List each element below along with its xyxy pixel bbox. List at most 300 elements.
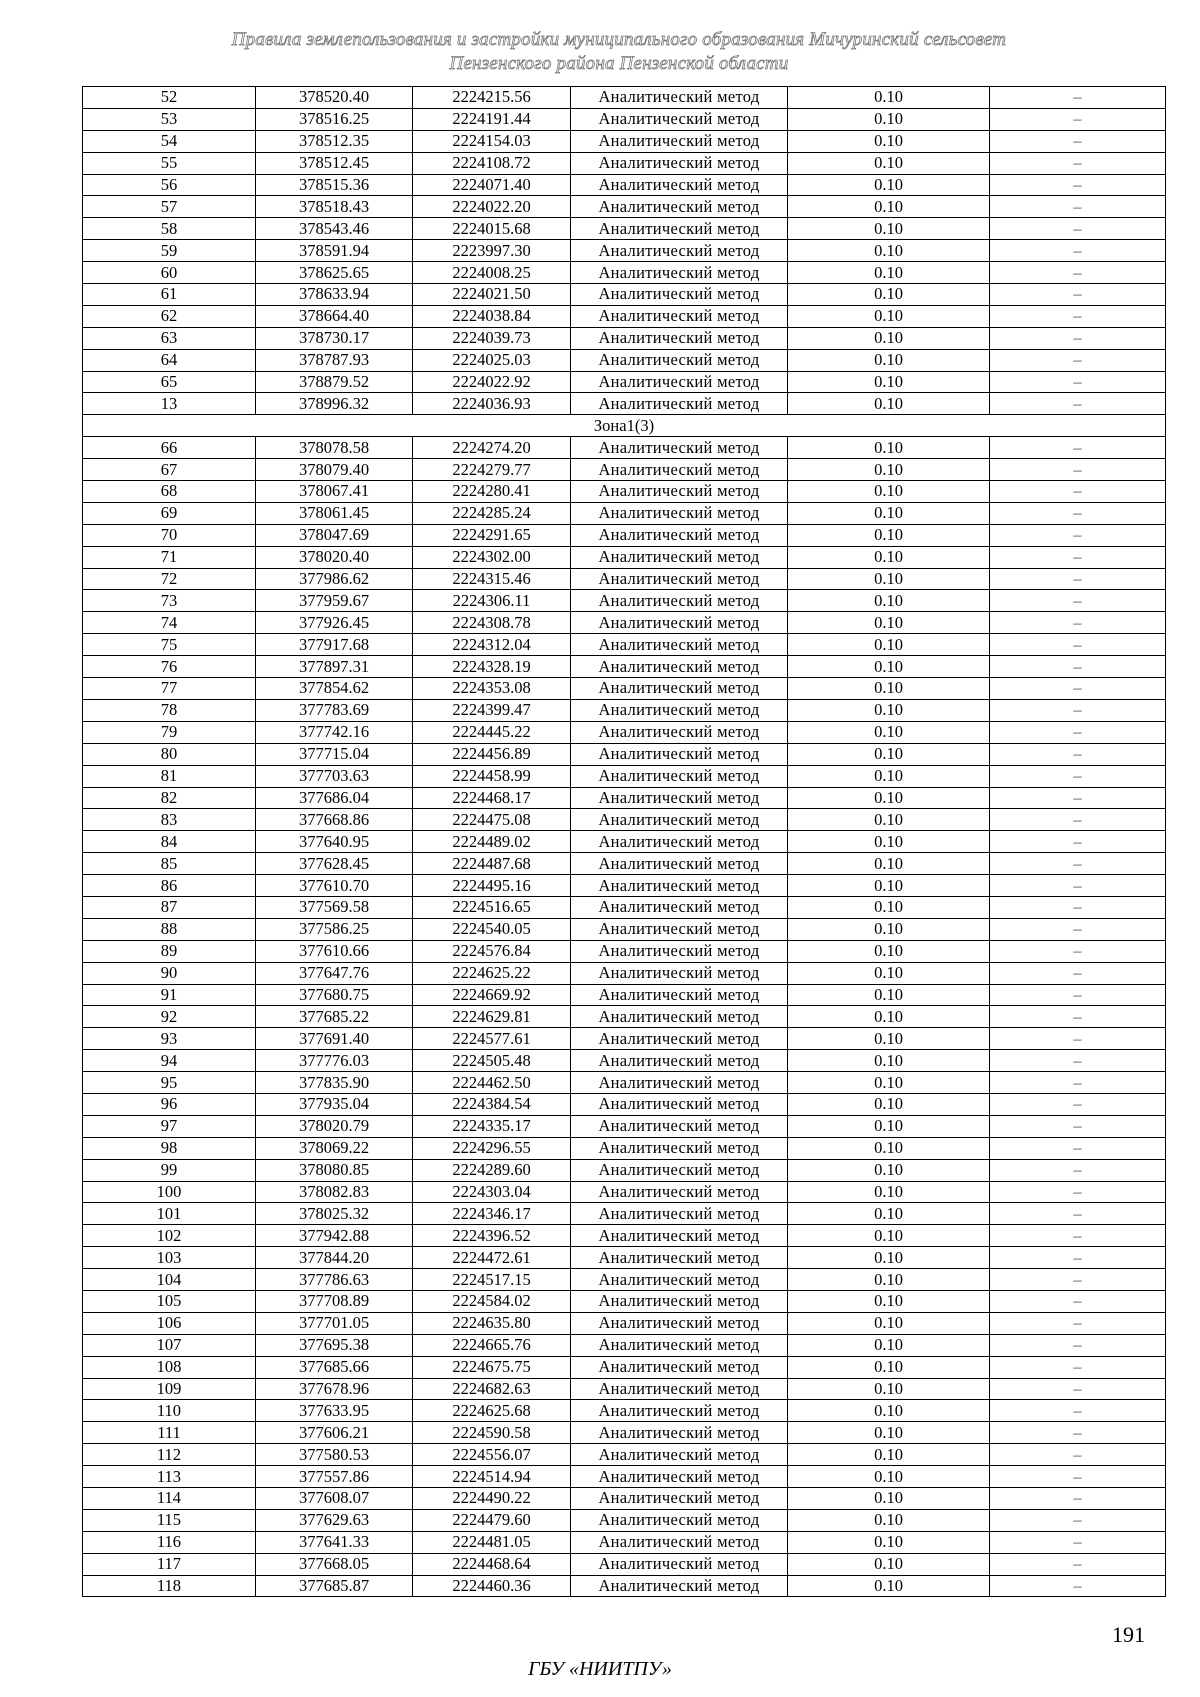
table-row [83,1028,1166,1050]
y-coordinate-cell: 2224576.84 [413,940,571,962]
table-row [83,284,1166,306]
table-row [83,1050,1166,1072]
method-cell: Аналитический метод [571,656,788,678]
table-row [83,130,1166,152]
y-coordinate-cell: 2224302.00 [413,546,571,568]
table-row [83,1115,1166,1137]
note-cell: – [990,1400,1166,1422]
method-cell: Аналитический метод [571,787,788,809]
note-cell: – [990,284,1166,306]
y-coordinate-cell: 2224682.63 [413,1378,571,1400]
table-row [83,393,1166,415]
method-cell: Аналитический метод [571,1334,788,1356]
accuracy-cell: 0.10 [788,437,990,459]
point-number-cell: 86 [83,875,256,897]
table-row [83,196,1166,218]
method-cell: Аналитический метод [571,1290,788,1312]
method-cell: Аналитический метод [571,305,788,327]
table-row [83,699,1166,721]
method-cell: Аналитический метод [571,809,788,831]
point-number-cell: 72 [83,568,256,590]
x-coordinate-cell: 378082.83 [256,1181,413,1203]
note-cell: – [990,546,1166,568]
accuracy-cell: 0.10 [788,196,990,218]
note-cell: – [990,437,1166,459]
y-coordinate-cell: 2224021.50 [413,284,571,306]
x-coordinate-cell: 378730.17 [256,327,413,349]
x-coordinate-cell: 378080.85 [256,1159,413,1181]
y-coordinate-cell: 2224154.03 [413,130,571,152]
table-row [83,1225,1166,1247]
accuracy-cell: 0.10 [788,1028,990,1050]
note-cell: – [990,349,1166,371]
y-coordinate-cell: 2224303.04 [413,1181,571,1203]
y-coordinate-cell: 2224022.20 [413,196,571,218]
accuracy-cell: 0.10 [788,371,990,393]
section-row [83,415,1166,437]
y-coordinate-cell: 2224274.20 [413,437,571,459]
method-cell: Аналитический метод [571,1553,788,1575]
y-coordinate-cell: 2224022.92 [413,371,571,393]
accuracy-cell: 0.10 [788,1422,990,1444]
table-row [83,612,1166,634]
table-row [83,875,1166,897]
y-coordinate-cell: 2224289.60 [413,1159,571,1181]
accuracy-cell: 0.10 [788,1225,990,1247]
x-coordinate-cell: 377686.04 [256,787,413,809]
x-coordinate-cell: 377678.96 [256,1378,413,1400]
table-row [83,831,1166,853]
x-coordinate-cell: 378079.40 [256,459,413,481]
point-number-cell: 95 [83,1072,256,1094]
y-coordinate-cell: 2224625.68 [413,1400,571,1422]
point-number-cell: 107 [83,1334,256,1356]
accuracy-cell: 0.10 [788,1269,990,1291]
table-row [83,1334,1166,1356]
header-line-1: Правила землепользования и застройки муниципального образования Мичуринский сельсовет [231,29,1007,50]
point-number-cell: 69 [83,502,256,524]
point-number-cell: 89 [83,940,256,962]
method-cell: Аналитический метод [571,437,788,459]
accuracy-cell: 0.10 [788,1137,990,1159]
method-cell: Аналитический метод [571,962,788,984]
table-row [83,218,1166,240]
x-coordinate-cell: 378543.46 [256,218,413,240]
note-cell: – [990,524,1166,546]
accuracy-cell: 0.10 [788,1312,990,1334]
x-coordinate-cell: 377776.03 [256,1050,413,1072]
note-cell: – [990,1006,1166,1028]
note-cell: – [990,1334,1166,1356]
y-coordinate-cell: 2224675.75 [413,1356,571,1378]
y-coordinate-cell: 2224490.22 [413,1488,571,1510]
point-number-cell: 81 [83,765,256,787]
table-row [83,809,1166,831]
accuracy-cell: 0.10 [788,1247,990,1269]
accuracy-cell: 0.10 [788,743,990,765]
note-cell: – [990,1575,1166,1597]
table-row [83,1378,1166,1400]
x-coordinate-cell: 378664.40 [256,305,413,327]
accuracy-cell: 0.10 [788,1466,990,1488]
note-cell: – [990,87,1166,109]
accuracy-cell: 0.10 [788,1356,990,1378]
x-coordinate-cell: 377854.62 [256,678,413,700]
accuracy-cell: 0.10 [788,678,990,700]
x-coordinate-cell: 377685.87 [256,1575,413,1597]
method-cell: Аналитический метод [571,196,788,218]
table-row [83,1269,1166,1291]
table-row [83,590,1166,612]
table-row [83,678,1166,700]
method-cell: Аналитический метод [571,349,788,371]
table-row [83,1006,1166,1028]
method-cell: Аналитический метод [571,1422,788,1444]
accuracy-cell: 0.10 [788,327,990,349]
x-coordinate-cell: 378020.79 [256,1115,413,1137]
x-coordinate-cell: 377703.63 [256,765,413,787]
point-number-cell: 73 [83,590,256,612]
table-row [83,962,1166,984]
note-cell: – [990,1356,1166,1378]
method-cell: Аналитический метод [571,940,788,962]
y-coordinate-cell: 2224514.94 [413,1466,571,1488]
method-cell: Аналитический метод [571,896,788,918]
accuracy-cell: 0.10 [788,634,990,656]
accuracy-cell: 0.10 [788,1072,990,1094]
point-number-cell: 55 [83,152,256,174]
note-cell: – [990,1269,1166,1291]
x-coordinate-cell: 378047.69 [256,524,413,546]
table-row [83,634,1166,656]
x-coordinate-cell: 377610.70 [256,875,413,897]
point-number-cell: 109 [83,1378,256,1400]
accuracy-cell: 0.10 [788,393,990,415]
table-row [83,1356,1166,1378]
x-coordinate-cell: 377628.45 [256,853,413,875]
point-number-cell: 64 [83,349,256,371]
note-cell: – [990,1312,1166,1334]
note-cell: – [990,218,1166,240]
header-line-2: Пензенского района Пензенской области [449,53,789,74]
method-cell: Аналитический метод [571,634,788,656]
table-row [83,787,1166,809]
y-coordinate-cell: 2224291.65 [413,524,571,546]
point-number-cell: 53 [83,108,256,130]
method-cell: Аналитический метод [571,174,788,196]
note-cell: – [990,371,1166,393]
point-number-cell: 75 [83,634,256,656]
note-cell: – [990,1072,1166,1094]
accuracy-cell: 0.10 [788,1509,990,1531]
accuracy-cell: 0.10 [788,1488,990,1510]
accuracy-cell: 0.10 [788,1531,990,1553]
point-number-cell: 101 [83,1203,256,1225]
note-cell: – [990,1531,1166,1553]
method-cell: Аналитический метод [571,1269,788,1291]
x-coordinate-cell: 377641.33 [256,1531,413,1553]
note-cell: – [990,196,1166,218]
table-row [83,656,1166,678]
method-cell: Аналитический метод [571,1093,788,1115]
method-cell: Аналитический метод [571,524,788,546]
table-row [83,1531,1166,1553]
method-cell: Аналитический метод [571,1575,788,1597]
method-cell: Аналитический метод [571,152,788,174]
y-coordinate-cell: 2224036.93 [413,393,571,415]
method-cell: Аналитический метод [571,1006,788,1028]
table-row [83,940,1166,962]
point-number-cell: 103 [83,1247,256,1269]
point-number-cell: 97 [83,1115,256,1137]
point-number-cell: 13 [83,393,256,415]
table-row [83,1422,1166,1444]
x-coordinate-cell: 377668.05 [256,1553,413,1575]
note-cell: – [990,240,1166,262]
y-coordinate-cell: 2224584.02 [413,1290,571,1312]
y-coordinate-cell: 2224384.54 [413,1093,571,1115]
x-coordinate-cell: 377629.63 [256,1509,413,1531]
x-coordinate-cell: 378025.32 [256,1203,413,1225]
accuracy-cell: 0.10 [788,87,990,109]
x-coordinate-cell: 378516.25 [256,108,413,130]
table-row [83,1466,1166,1488]
accuracy-cell: 0.10 [788,459,990,481]
table-row [83,984,1166,1006]
y-coordinate-cell: 2224312.04 [413,634,571,656]
accuracy-cell: 0.10 [788,1050,990,1072]
method-cell: Аналитический метод [571,393,788,415]
table-row [83,1553,1166,1575]
y-coordinate-cell: 2224556.07 [413,1444,571,1466]
point-number-cell: 113 [83,1466,256,1488]
x-coordinate-cell: 378512.35 [256,130,413,152]
method-cell: Аналитический метод [571,546,788,568]
x-coordinate-cell: 378067.41 [256,481,413,503]
note-cell: – [990,327,1166,349]
method-cell: Аналитический метод [571,568,788,590]
y-coordinate-cell: 2224487.68 [413,853,571,875]
accuracy-cell: 0.10 [788,984,990,1006]
method-cell: Аналитический метод [571,1531,788,1553]
point-number-cell: 71 [83,546,256,568]
table-row [83,327,1166,349]
table-row [83,371,1166,393]
point-number-cell: 70 [83,524,256,546]
x-coordinate-cell: 378512.45 [256,152,413,174]
y-coordinate-cell: 2223997.30 [413,240,571,262]
method-cell: Аналитический метод [571,918,788,940]
y-coordinate-cell: 2224635.80 [413,1312,571,1334]
accuracy-cell: 0.10 [788,1553,990,1575]
table-row [83,87,1166,109]
accuracy-cell: 0.10 [788,809,990,831]
accuracy-cell: 0.10 [788,481,990,503]
x-coordinate-cell: 378069.22 [256,1137,413,1159]
table-row [83,1203,1166,1225]
note-cell: – [990,1466,1166,1488]
point-number-cell: 84 [83,831,256,853]
point-number-cell: 78 [83,699,256,721]
point-number-cell: 90 [83,962,256,984]
method-cell: Аналитический метод [571,743,788,765]
point-number-cell: 106 [83,1312,256,1334]
note-cell: – [990,1444,1166,1466]
x-coordinate-cell: 377580.53 [256,1444,413,1466]
accuracy-cell: 0.10 [788,612,990,634]
table-row [83,1093,1166,1115]
y-coordinate-cell: 2224590.58 [413,1422,571,1444]
note-cell: – [990,765,1166,787]
note-cell: – [990,743,1166,765]
note-cell: – [990,875,1166,897]
accuracy-cell: 0.10 [788,1400,990,1422]
point-number-cell: 87 [83,896,256,918]
accuracy-cell: 0.10 [788,262,990,284]
point-number-cell: 105 [83,1290,256,1312]
table-row [83,349,1166,371]
accuracy-cell: 0.10 [788,524,990,546]
y-coordinate-cell: 2224191.44 [413,108,571,130]
method-cell: Аналитический метод [571,1159,788,1181]
accuracy-cell: 0.10 [788,284,990,306]
table-row [83,1488,1166,1510]
x-coordinate-cell: 377608.07 [256,1488,413,1510]
y-coordinate-cell: 2224481.05 [413,1531,571,1553]
x-coordinate-cell: 377685.66 [256,1356,413,1378]
point-number-cell: 96 [83,1093,256,1115]
accuracy-cell: 0.10 [788,940,990,962]
y-coordinate-cell: 2224445.22 [413,721,571,743]
point-number-cell: 93 [83,1028,256,1050]
x-coordinate-cell: 377786.63 [256,1269,413,1291]
note-cell: – [990,1093,1166,1115]
note-cell: – [990,940,1166,962]
point-number-cell: 98 [83,1137,256,1159]
method-cell: Аналитический метод [571,1072,788,1094]
point-number-cell: 102 [83,1225,256,1247]
accuracy-cell: 0.10 [788,918,990,940]
accuracy-cell: 0.10 [788,1444,990,1466]
page-footer: ГБУ «НИИТПУ» [528,1658,672,1680]
y-coordinate-cell: 2224215.56 [413,87,571,109]
note-cell: – [990,1378,1166,1400]
note-cell: – [990,721,1166,743]
x-coordinate-cell: 377606.21 [256,1422,413,1444]
accuracy-cell: 0.10 [788,1290,990,1312]
note-cell: – [990,1225,1166,1247]
y-coordinate-cell: 2224479.60 [413,1509,571,1531]
y-coordinate-cell: 2224296.55 [413,1137,571,1159]
accuracy-cell: 0.10 [788,1006,990,1028]
y-coordinate-cell: 2224495.16 [413,875,571,897]
note-cell: – [990,699,1166,721]
note-cell: – [990,678,1166,700]
y-coordinate-cell: 2224335.17 [413,1115,571,1137]
point-number-cell: 104 [83,1269,256,1291]
accuracy-cell: 0.10 [788,1575,990,1597]
x-coordinate-cell: 377715.04 [256,743,413,765]
point-number-cell: 61 [83,284,256,306]
note-cell: – [990,984,1166,1006]
method-cell: Аналитический метод [571,284,788,306]
note-cell: – [990,108,1166,130]
point-number-cell: 76 [83,656,256,678]
y-coordinate-cell: 2224308.78 [413,612,571,634]
point-number-cell: 108 [83,1356,256,1378]
accuracy-cell: 0.10 [788,130,990,152]
table-row [83,896,1166,918]
accuracy-cell: 0.10 [788,896,990,918]
table-row [83,568,1166,590]
point-number-cell: 57 [83,196,256,218]
coordinates-table-body [83,87,1166,1597]
accuracy-cell: 0.10 [788,174,990,196]
accuracy-cell: 0.10 [788,962,990,984]
x-coordinate-cell: 377742.16 [256,721,413,743]
table-row [83,1509,1166,1531]
x-coordinate-cell: 377897.31 [256,656,413,678]
point-number-cell: 83 [83,809,256,831]
method-cell: Аналитический метод [571,1312,788,1334]
note-cell: – [990,1181,1166,1203]
y-coordinate-cell: 2224540.05 [413,918,571,940]
x-coordinate-cell: 377680.75 [256,984,413,1006]
point-number-cell: 68 [83,481,256,503]
table-row [83,1444,1166,1466]
note-cell: – [990,1553,1166,1575]
y-coordinate-cell: 2224665.76 [413,1334,571,1356]
x-coordinate-cell: 377640.95 [256,831,413,853]
x-coordinate-cell: 377695.38 [256,1334,413,1356]
accuracy-cell: 0.10 [788,1334,990,1356]
note-cell: – [990,262,1166,284]
y-coordinate-cell: 2224516.65 [413,896,571,918]
table-row [83,1072,1166,1094]
x-coordinate-cell: 377685.22 [256,1006,413,1028]
note-cell: – [990,962,1166,984]
point-number-cell: 59 [83,240,256,262]
method-cell: Аналитический метод [571,1356,788,1378]
method-cell: Аналитический метод [571,765,788,787]
y-coordinate-cell: 2224669.92 [413,984,571,1006]
note-cell: – [990,393,1166,415]
table-row [83,1181,1166,1203]
accuracy-cell: 0.10 [788,108,990,130]
x-coordinate-cell: 377668.86 [256,809,413,831]
method-cell: Аналитический метод [571,481,788,503]
note-cell: – [990,1137,1166,1159]
x-coordinate-cell: 378879.52 [256,371,413,393]
note-cell: – [990,1290,1166,1312]
note-cell: – [990,831,1166,853]
x-coordinate-cell: 377610.66 [256,940,413,962]
point-number-cell: 92 [83,1006,256,1028]
x-coordinate-cell: 378996.32 [256,393,413,415]
x-coordinate-cell: 378633.94 [256,284,413,306]
page-header [0,28,1200,76]
point-number-cell: 62 [83,305,256,327]
note-cell: – [990,1159,1166,1181]
method-cell: Аналитический метод [571,240,788,262]
accuracy-cell: 0.10 [788,699,990,721]
method-cell: Аналитический метод [571,87,788,109]
note-cell: – [990,174,1166,196]
point-number-cell: 112 [83,1444,256,1466]
method-cell: Аналитический метод [571,1247,788,1269]
table-row [83,721,1166,743]
y-coordinate-cell: 2224025.03 [413,349,571,371]
